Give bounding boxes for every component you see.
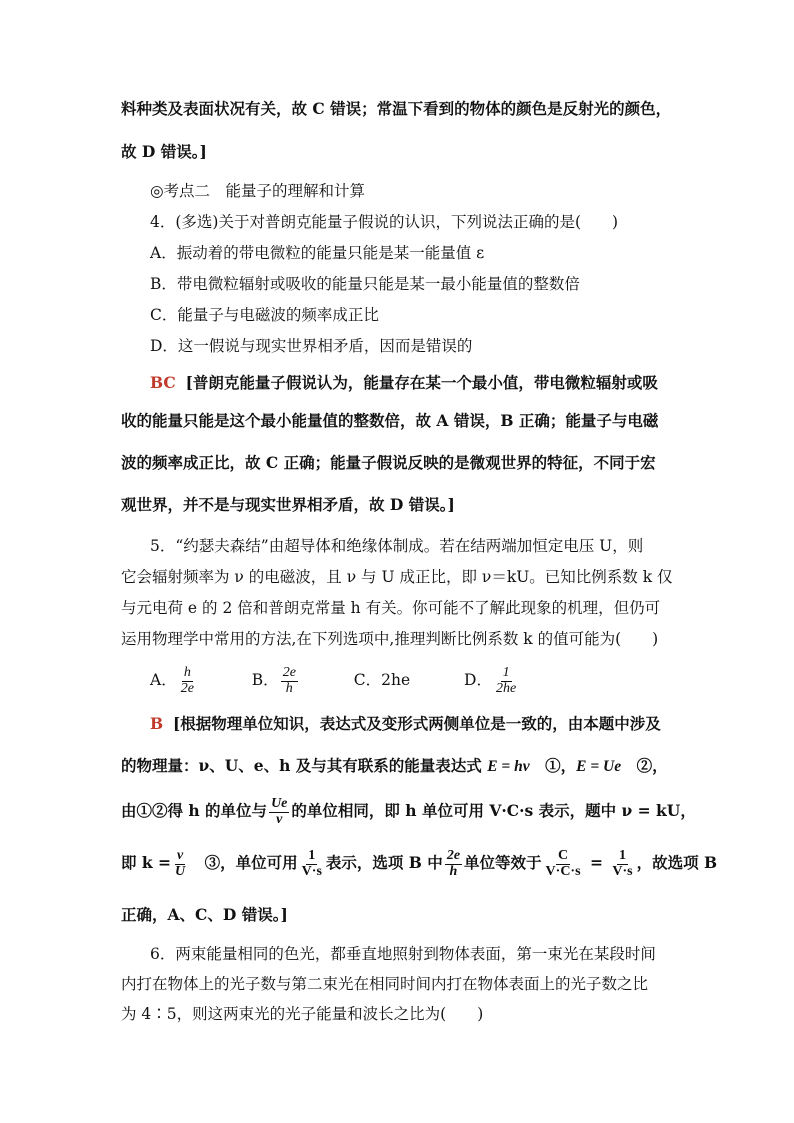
q5-option-c: C．2he: [353, 671, 411, 689]
q5-explanation-line-3: 由①②得 h 的单位与 $\frac{Ue}{\nu}$ 的单位相同，即 h 单位可用 V·C·s 表示，题中 ν = kU，: [121, 795, 696, 827]
q5-option-b: B． $\frac{2e}{h}$: [251, 664, 296, 696]
q5-option-d: D． $\frac{1}{2he}$: [464, 664, 517, 696]
q5-stem-line-4: 运用物理学中常用的方法,在下列选项中,推理判断比例系数 k 的值可能为( ): [121, 630, 659, 648]
q4-option-b: B．带电微粒辐射或吸收的能量只能是某一最小能量值的整数倍: [150, 275, 580, 293]
q5-explanation-line-5: 正确，A、C、D 错误。]: [121, 905, 288, 924]
q4-explanation-line-3: 波的频率成正比，故 C 正确；能量子假说反映的是微观世界的特征，不同于宏: [121, 453, 656, 472]
q6-stem-line-2: 内打在物体上的光子数与第二束光在相同时间内打在物体表面上的光子数之比: [121, 975, 649, 993]
q6-stem-line-3: 为 4∶5，则这两束光的光子能量和波长之比为( ): [121, 1005, 484, 1023]
q6-stem-line-1: 6．两束能量相同的色光，都垂直地照射到物体表面，第一束光在某段时间: [150, 945, 656, 963]
q5-stem-line-2: 它会辐射频率为 ν 的电磁波，且 ν 与 U 成正比，即 ν＝kU。已知比例系数 k 仅: [121, 568, 673, 586]
q4-option-d: D．这一假说与现实世界相矛盾，因而是错误的: [150, 337, 473, 355]
q5-stem-line-3: 与元电荷 e 的 2 倍和普朗克常量 h 有关。你可能不了解此现象的机理，但仍可: [121, 599, 661, 617]
q5-explanation-line-2: 的物理量：ν、U、e、h 及与其有联系的能量表达式 E = hν ①，E = Ue ②，: [121, 756, 668, 775]
q5-answer: B: [150, 714, 164, 733]
q5-explanation-line-4: 即 k = $\frac{\nu}{U}$ ③，单位可用 $\frac{1}{V\cdot s}$ 表示，选项 B 中 $\frac{2e}{h}$ 单位等效于 $\frac{C}{V\cdot C\cdot s}$ = $\frac{1}{V\cdot s}$ ，故选项 B: [121, 847, 718, 879]
q5-options: [150, 662, 520, 698]
q4-explanation-line-2: 收的能量只能是这个最小能量值的整数倍，故 A 错误，B 正确；能量子与电磁: [121, 411, 659, 430]
q4-explanation-line-4: 观世界，并不是与现实世界相矛盾，故 D 错误。]: [121, 495, 455, 514]
q4-stem: 4．(多选)关于对普朗克能量子假说的认识，下列说法正确的是( ): [150, 213, 619, 231]
intro-line-1: 料种类及表面状况有关，故 C 错误；常温下看到的物体的颜色是反射光的颜色，: [121, 99, 672, 118]
q5-stem-line-1: 5．“约瑟夫森结”由超导体和绝缘体制成。若在结两端加恒定电压 U，则: [150, 537, 644, 555]
intro-line-2: 故 D 错误。]: [121, 142, 207, 161]
q4-option-c: C．能量子与电磁波的频率成正比: [150, 306, 379, 324]
section-heading: ◎考点二 能量子的理解和计算: [150, 182, 366, 200]
q4-option-a: A．振动着的带电微粒的能量只能是某一能量值 ε: [150, 244, 485, 262]
q5-explanation-line-1: B [根据物理单位知识，表达式及变形式两侧单位是一致的，由本题中涉及: [150, 714, 661, 733]
q4-ex1: [普朗克能量子假说认为，能量存在某一个最小值，带电微粒辐射或吸: [185, 373, 658, 392]
q4-explanation-line-1: [150, 372, 658, 394]
q4-answer: BC: [150, 373, 176, 392]
q5-option-a: A． $\frac{h}{2e}$: [150, 664, 194, 696]
